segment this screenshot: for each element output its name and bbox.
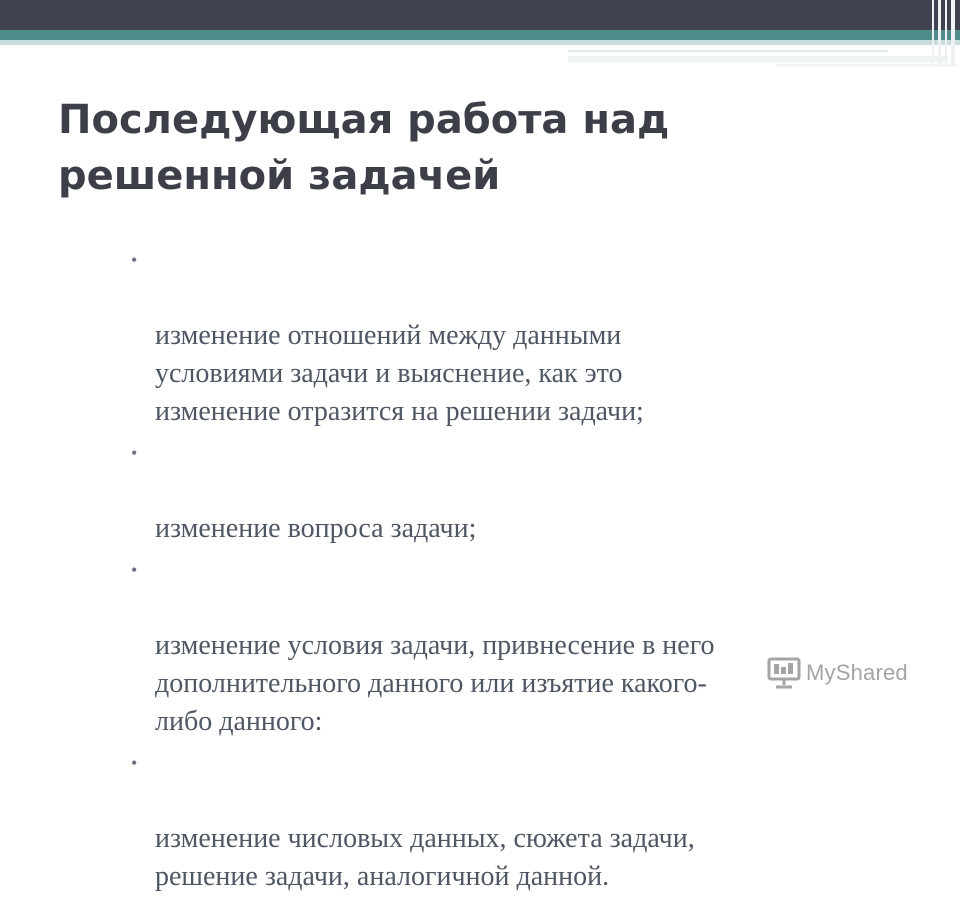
decorative-line: [568, 56, 948, 62]
bullet-item: [128, 434, 908, 548]
teal-accent-stripe: [0, 30, 960, 40]
slide-title: Последующая работа над решенной задачей: [58, 97, 670, 199]
watermark-text: MyShared: [806, 660, 908, 685]
bullet-text: изменение числовых данных, сюжета задачи, решение задачи, аналогичной данной.: [155, 823, 695, 892]
bullet-text: изменение вопроса задачи;: [155, 513, 477, 544]
bullet-item: [128, 241, 908, 431]
bullet-item: [128, 744, 908, 896]
decorative-line: [568, 50, 888, 52]
bullet-list: [128, 241, 908, 899]
bullet-dot: •: [131, 443, 138, 463]
bullet-dot: •: [131, 753, 138, 773]
pale-accent-stripe: [0, 40, 960, 45]
bullet-dot: •: [131, 250, 138, 270]
bullet-item: [128, 551, 908, 741]
top-dark-bar: [0, 0, 960, 30]
watermark: [766, 653, 908, 693]
bullet-dot: •: [131, 560, 138, 580]
presentation-board-icon: [766, 655, 802, 691]
bullet-text: изменение условия задачи, привнесение в него дополнительного данного или изъятие какого- либо данного:: [155, 630, 715, 737]
bullet-text: изменение отношений между данными условиями задачи и выяснение, как это изменение отразится на решении задачи;: [155, 320, 644, 427]
decorative-vertical-lines: [928, 0, 958, 66]
